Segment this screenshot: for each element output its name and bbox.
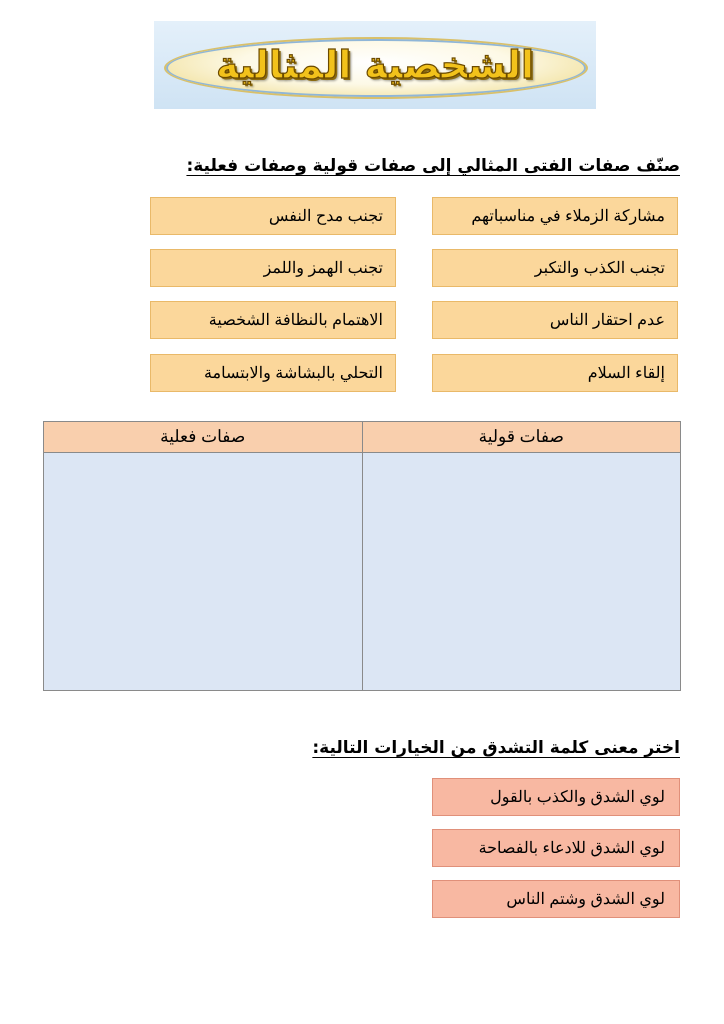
page-title: الشخصية المثالية (216, 43, 534, 87)
trait-item[interactable]: تجنب مدح النفس (150, 197, 396, 235)
trait-item[interactable]: إلقاء السلام (432, 354, 678, 392)
action-traits-dropzone[interactable] (44, 453, 363, 691)
classify-instruction: صنّف صفات الفتى المثالي إلى صفات قولية وصفات فعلية: (186, 156, 680, 176)
trait-item[interactable]: الاهتمام بالنظافة الشخصية (150, 301, 396, 339)
header-verbal-traits: صفات قولية (362, 422, 681, 453)
trait-item[interactable]: تجنب الهمز واللمز (150, 249, 396, 287)
classification-table (43, 421, 681, 691)
table-body-row (44, 453, 681, 691)
choice-option[interactable]: لوي الشدق للادعاء بالفصاحة (432, 829, 680, 867)
trait-item[interactable]: تجنب الكذب والتكبر (432, 249, 678, 287)
table-header-row (44, 422, 681, 453)
trait-item[interactable]: مشاركة الزملاء في مناسباتهم (432, 197, 678, 235)
trait-item[interactable]: التحلي بالبشاشة والابتسامة (150, 354, 396, 392)
trait-item[interactable]: عدم احتقار الناس (432, 301, 678, 339)
choice-option[interactable]: لوي الشدق والكذب بالقول (432, 778, 680, 816)
header-action-traits: صفات فعلية (44, 422, 363, 453)
title-banner (154, 21, 596, 109)
choose-instruction: اختر معنى كلمة التشدق من الخيارات التالية: (312, 738, 680, 758)
choice-option[interactable]: لوي الشدق وشتم الناس (432, 880, 680, 918)
verbal-traits-dropzone[interactable] (362, 453, 681, 691)
